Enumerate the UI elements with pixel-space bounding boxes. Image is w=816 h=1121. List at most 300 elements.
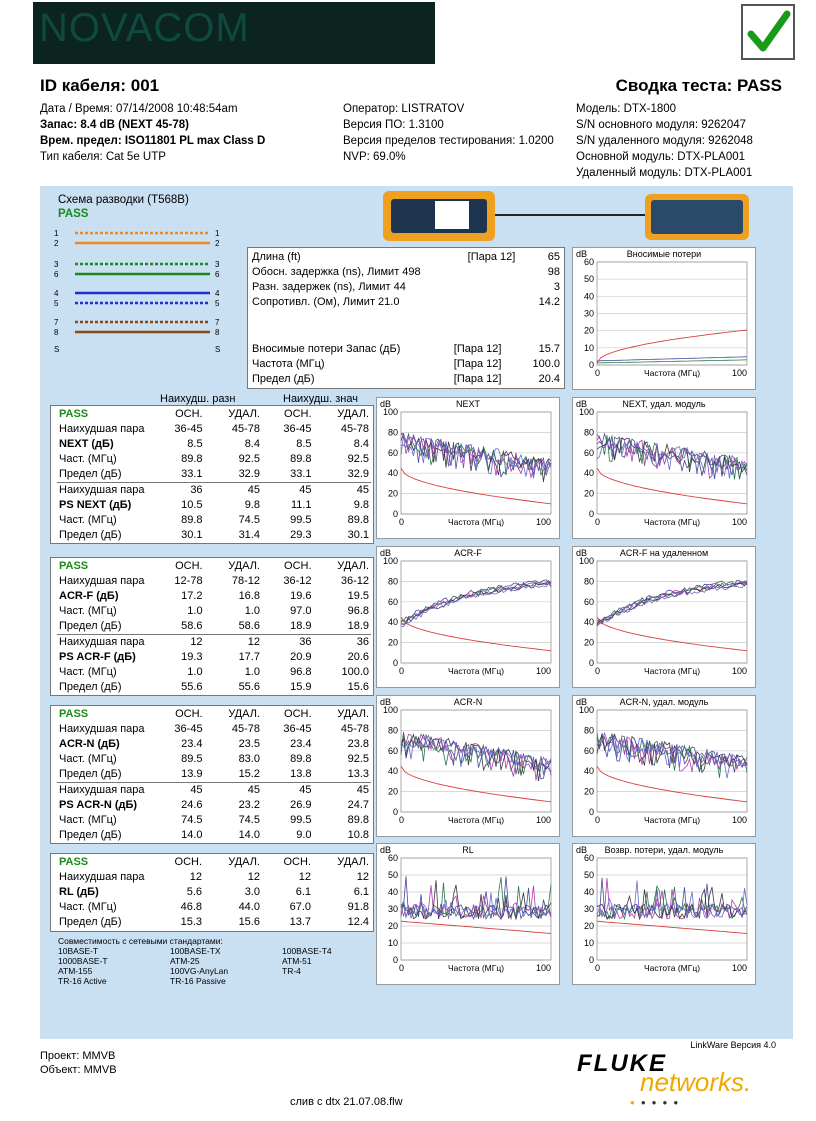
table-cell: 15.6 xyxy=(347,681,369,693)
y-tick: 50 xyxy=(387,870,398,880)
y-tick: 0 xyxy=(588,509,594,519)
x-tick: 100 xyxy=(535,666,551,676)
graph-svg xyxy=(573,398,757,540)
table-cell: 96.8 xyxy=(290,666,312,678)
header-col3 xyxy=(576,101,753,181)
software-version: Версия ПО: 1.3100 xyxy=(343,119,444,131)
il-margin-row: Вносимые потери Запас (дБ) [Пара 12] 15.7 xyxy=(252,343,560,355)
table-cell: 23.4 xyxy=(181,738,203,750)
project-name: Проект: MMVB xyxy=(40,1050,116,1062)
pin-8-left: 8 xyxy=(54,328,59,337)
pin-5-right: 5 xyxy=(215,299,220,308)
graph-svg xyxy=(573,248,757,391)
table-cell: 24.6 xyxy=(181,799,203,811)
table-cell: 55.6 xyxy=(238,681,260,693)
x-tick: 0 xyxy=(595,368,601,378)
table-cell: 12 xyxy=(247,636,260,648)
table-cell: Наихудшая пара xyxy=(59,575,145,587)
graph-title: Возвр. потери, удал. модуль xyxy=(604,845,724,855)
pin-4-right: 4 xyxy=(215,289,220,298)
x-axis-label: Частота (МГц) xyxy=(447,815,505,825)
table-cell: 20.9 xyxy=(290,651,312,663)
table-head-row xyxy=(57,559,371,574)
table-cell: 74.5 xyxy=(238,514,260,526)
table-cell: 45-78 xyxy=(231,723,260,735)
x-axis-label: Частота (МГц) xyxy=(643,815,701,825)
y-tick: 40 xyxy=(583,468,594,479)
table-cell: 67.0 xyxy=(289,901,311,913)
x-axis-label: Частота (МГц) xyxy=(643,963,701,973)
graph-unit: dB xyxy=(380,697,392,707)
nvp: NVP: 69.0% xyxy=(343,151,406,163)
table-cell: 13.7 xyxy=(289,916,311,928)
x-axis-label: Частота (МГц) xyxy=(643,368,701,378)
x-axis-label: Частота (МГц) xyxy=(447,666,505,676)
table-cell: 1.0 xyxy=(187,605,203,617)
y-tick: 100 xyxy=(578,407,594,417)
graph-unit: dB xyxy=(380,399,392,409)
y-tick: 100 xyxy=(578,705,594,715)
table-cell: 97.0 xyxy=(290,605,312,617)
graph-svg xyxy=(377,547,561,689)
x-axis-label: Частота (МГц) xyxy=(643,517,701,527)
standard-item: 100VG-AnyLan xyxy=(170,966,229,976)
table-row xyxy=(57,813,371,828)
measurement-trace xyxy=(401,434,551,482)
y-tick: 60 xyxy=(387,745,398,756)
y-tick: 0 xyxy=(392,509,398,519)
measurement-trace xyxy=(597,582,747,625)
y-tick: 0 xyxy=(588,807,594,817)
measurement-trace xyxy=(401,876,551,919)
x-tick: 0 xyxy=(399,517,405,527)
y-tick: 30 xyxy=(583,308,594,319)
date-time: Дата / Время: 07/14/2008 10:48:54am xyxy=(40,103,238,115)
table-cell: 58.6 xyxy=(238,620,260,632)
table-cell: 100.0 xyxy=(341,666,369,678)
y-tick: 40 xyxy=(387,766,398,777)
table-cell: 45 xyxy=(299,784,312,796)
limit-line xyxy=(401,921,551,933)
table-head-row xyxy=(57,707,371,722)
fluke-logo: FLUKE xyxy=(577,1050,667,1077)
table-cell: 23.2 xyxy=(238,799,260,811)
table-cell: ACR-N (дБ) xyxy=(59,738,120,750)
graph-0 xyxy=(572,247,756,390)
standard-item: ATM-155 xyxy=(58,966,93,976)
pin-7-right: 7 xyxy=(215,318,220,327)
graph-svg xyxy=(377,696,561,838)
table-cell: 23.4 xyxy=(290,738,312,750)
table-cell: Предел (дБ) xyxy=(59,468,122,480)
table-cell: RL (дБ) xyxy=(59,886,99,898)
y-tick: 30 xyxy=(583,904,594,914)
table-cell: Наихудшая пара xyxy=(59,784,145,796)
x-tick: 0 xyxy=(595,517,601,527)
graph-title: RL xyxy=(462,845,474,855)
table-row xyxy=(57,437,371,452)
y-tick: 40 xyxy=(583,766,594,777)
table-col-head: УДАЛ. xyxy=(337,856,369,868)
graph-title: ACR-N, удал. модуль xyxy=(619,697,709,707)
x-tick: 100 xyxy=(731,815,747,825)
pin-4-left: 4 xyxy=(54,289,59,298)
x-tick: 0 xyxy=(595,963,601,973)
x-axis-label: Частота (МГц) xyxy=(447,517,505,527)
wiremap-status: PASS xyxy=(58,208,89,220)
y-tick: 0 xyxy=(392,658,398,668)
table-cell: 18.9 xyxy=(347,620,369,632)
table-cell: 74.5 xyxy=(238,814,260,826)
company-logo xyxy=(33,2,435,64)
x-tick: 100 xyxy=(535,815,551,825)
table-cell: 12 xyxy=(356,871,369,883)
table-cell: Наихудшая пара xyxy=(59,871,145,883)
y-tick: 60 xyxy=(583,447,594,458)
table-cell: 13.9 xyxy=(181,768,203,780)
table-cell: 36-45 xyxy=(174,423,203,435)
y-tick: 20 xyxy=(387,637,398,648)
graph-title: NEXT xyxy=(455,399,480,409)
table-cell: Част. (МГц) xyxy=(59,753,117,765)
table-col-head: УДАЛ. xyxy=(228,560,260,572)
cable-id: ID кабеля: 001 xyxy=(40,76,160,95)
table-cell: Част. (МГц) xyxy=(59,453,117,465)
table-cell: 99.5 xyxy=(290,814,312,826)
table-cell: Предел (дБ) xyxy=(59,829,122,841)
table-cell: 58.6 xyxy=(181,620,203,632)
remote-sn: S/N удаленного модуля: 9262048 xyxy=(576,135,753,147)
result-table-0 xyxy=(50,405,374,544)
table-cell: 10.8 xyxy=(347,829,369,841)
graph-title: ACR-N xyxy=(453,697,483,707)
table-cell: 99.5 xyxy=(290,514,312,526)
cable-type: Тип кабеля: Cat 5e UTP xyxy=(40,151,166,163)
table-cell: 33.1 xyxy=(181,468,203,480)
table-cell: 32.9 xyxy=(347,468,369,480)
graph-8 xyxy=(572,843,756,985)
table-cell: 45 xyxy=(247,484,260,496)
table-row xyxy=(57,483,371,499)
measurement-trace xyxy=(597,878,747,919)
length-row: Длина (ft) [Пара 12] 65 xyxy=(252,251,560,263)
table-col-head: УДАЛ. xyxy=(228,708,260,720)
table-status: PASS xyxy=(59,708,89,720)
table-cell: 45-78 xyxy=(340,723,369,735)
table-cell: 36 xyxy=(190,484,203,496)
y-tick: 0 xyxy=(588,360,594,370)
y-tick: 100 xyxy=(382,407,398,417)
y-tick: 20 xyxy=(583,488,594,499)
x-tick: 0 xyxy=(399,963,405,973)
graph-4 xyxy=(572,546,756,688)
table-cell: PS NEXT (дБ) xyxy=(59,499,132,511)
y-tick: 100 xyxy=(578,556,594,566)
table-head-row xyxy=(57,407,371,422)
pin-8-right: 8 xyxy=(215,328,220,337)
standards-title: Совместимость с сетевыми стандартами: xyxy=(58,936,223,946)
table-cell: Предел (дБ) xyxy=(59,681,122,693)
table-col-head: ОСН. xyxy=(175,560,203,572)
y-tick: 20 xyxy=(583,325,594,336)
graph-svg xyxy=(573,696,757,838)
pin-6-right: 6 xyxy=(215,270,220,279)
table-status: PASS xyxy=(59,408,89,420)
table-cell: 8.4 xyxy=(244,438,260,450)
table-cell: 5.6 xyxy=(186,886,203,898)
graph-svg xyxy=(377,398,561,540)
table-col-head: ОСН. xyxy=(175,708,203,720)
table-cell: 12 xyxy=(298,871,311,883)
table-row xyxy=(57,665,371,680)
table-row xyxy=(57,604,371,619)
y-tick: 60 xyxy=(583,853,594,863)
table-col-head: УДАЛ. xyxy=(337,708,369,720)
table-cell: 89.8 xyxy=(181,514,203,526)
x-tick: 100 xyxy=(731,963,747,973)
table-cell: 18.9 xyxy=(290,620,312,632)
table-row xyxy=(57,680,371,695)
standards-block xyxy=(58,936,332,986)
measurement-trace xyxy=(597,582,747,624)
table-cell: 13.8 xyxy=(290,768,312,780)
pin-2-right: 2 xyxy=(215,239,220,248)
table-cell: Част. (МГц) xyxy=(59,666,117,678)
resistance-row: Сопротивл. (Ом), Лимит 21.0 14.2 xyxy=(252,296,560,308)
wiremap-diagram xyxy=(50,226,230,354)
table-cell: 36-12 xyxy=(283,575,312,587)
table-row xyxy=(57,783,371,799)
y-tick: 0 xyxy=(588,955,594,965)
measurement-trace xyxy=(597,582,747,625)
graph-unit: dB xyxy=(576,249,588,259)
table-cell: 19.6 xyxy=(290,590,312,602)
table-cell: Предел (дБ) xyxy=(59,768,122,780)
standard-item: ATM-51 xyxy=(282,956,312,966)
main-unit-image xyxy=(383,191,495,241)
result-table-2 xyxy=(50,705,374,844)
table-cell: 20.6 xyxy=(347,651,369,663)
y-tick: 0 xyxy=(392,807,398,817)
table-cell: 14.0 xyxy=(181,829,203,841)
plot-frame xyxy=(597,412,747,514)
table-cell: Наихудшая пара xyxy=(59,423,145,435)
table-cell: 9.8 xyxy=(244,499,260,511)
graph-2 xyxy=(572,397,756,539)
table-cell: 45-78 xyxy=(231,423,260,435)
table-row xyxy=(57,467,371,483)
remote-module: Удаленный модуль: DTX-PLA001 xyxy=(576,167,753,179)
graph-unit: dB xyxy=(576,548,588,558)
table-col-head: ОСН. xyxy=(283,856,311,868)
table-cell: 9.8 xyxy=(353,499,369,511)
y-tick: 40 xyxy=(387,468,398,479)
measurement-trace xyxy=(597,881,747,919)
table-cell: 15.3 xyxy=(180,916,203,928)
table-col-head: УДАЛ. xyxy=(337,408,369,420)
y-tick: 80 xyxy=(387,725,398,736)
table-cell: 89.8 xyxy=(290,453,312,465)
length-table xyxy=(250,250,562,310)
table-row xyxy=(57,885,371,900)
operator: Оператор: LISTRATOV xyxy=(343,103,465,115)
measurement-trace xyxy=(597,584,747,627)
table-row xyxy=(57,619,371,635)
pin-2-left: 2 xyxy=(54,239,59,248)
standard-item: 100BASE-T4 xyxy=(282,946,332,956)
worst-value-head: Наихудш. знач xyxy=(283,393,358,405)
y-tick: 0 xyxy=(588,658,594,668)
table-cell: 19.3 xyxy=(181,651,203,663)
x-axis-label: Частота (МГц) xyxy=(447,963,505,973)
y-tick: 40 xyxy=(583,291,594,302)
table-cell: 89.8 xyxy=(347,814,369,826)
x-tick: 100 xyxy=(731,368,747,378)
graph-unit: dB xyxy=(576,845,588,855)
table-cell: 74.5 xyxy=(181,814,203,826)
graph-1 xyxy=(376,397,560,539)
table-cell: PS ACR-N (дБ) xyxy=(59,799,138,811)
table-cell: 89.5 xyxy=(181,753,203,765)
standard-item: 100BASE-TX xyxy=(170,946,221,956)
table-cell: 89.8 xyxy=(290,753,312,765)
table-cell: 10.5 xyxy=(181,499,203,511)
table-row xyxy=(57,798,371,813)
table-col-head: ОСН. xyxy=(284,708,312,720)
test-summary: Сводка теста: PASS xyxy=(615,76,782,95)
table-cell: 15.2 xyxy=(238,768,260,780)
table-cell: 1.0 xyxy=(244,605,260,617)
table-cell: 17.7 xyxy=(238,651,260,663)
y-tick: 100 xyxy=(382,705,398,715)
wiremap-title: Схема разводки (T568B) xyxy=(58,194,189,206)
table-row xyxy=(57,498,371,513)
measurement-trace xyxy=(401,583,551,624)
table-cell: Наихудшая пара xyxy=(59,484,145,496)
graph-title: ACR-F на удаленном xyxy=(619,548,709,558)
y-tick: 50 xyxy=(583,870,594,880)
y-tick: 80 xyxy=(583,576,594,587)
il-freq-row: Частота (МГц) [Пара 12] 100.0 xyxy=(252,358,560,370)
table-cell: 92.5 xyxy=(347,753,369,765)
table-cell: 45 xyxy=(190,784,203,796)
table-cell: Предел (дБ) xyxy=(59,620,122,632)
prop-delay-row: Обосн. задержка (ns), Лимит 498 98 xyxy=(252,266,560,278)
table-row xyxy=(57,452,371,467)
table-row xyxy=(57,767,371,783)
graph-unit: dB xyxy=(576,399,588,409)
table-cell: 29.3 xyxy=(290,529,312,541)
table-cell: 45 xyxy=(247,784,260,796)
table-cell: 91.8 xyxy=(347,901,369,913)
table-status: PASS xyxy=(59,560,89,572)
pin-3-right: 3 xyxy=(215,260,220,269)
table-col-head: ОСН. xyxy=(174,856,203,868)
table-cell: 30.1 xyxy=(181,529,203,541)
table-cell: 83.0 xyxy=(238,753,260,765)
table-cell: 36-45 xyxy=(283,423,312,435)
table-cell: 45-78 xyxy=(340,423,369,435)
margin: Запас: 8.4 dB (NEXT 45-78) xyxy=(40,119,190,131)
table-row xyxy=(57,422,371,437)
table-row xyxy=(57,589,371,604)
table-cell: 23.8 xyxy=(347,738,369,750)
table-cell: Част. (МГц) xyxy=(59,514,117,526)
test-limit: Врем. предел: ISO11801 PL max Class D xyxy=(40,135,266,147)
measurement-trace xyxy=(597,878,747,919)
table-row xyxy=(57,722,371,737)
pin-7-left: 7 xyxy=(54,318,59,327)
table-cell: 8.5 xyxy=(187,438,203,450)
table-cell: 3.0 xyxy=(244,886,260,898)
graph-5 xyxy=(376,695,560,837)
table-cell: 45 xyxy=(299,484,312,496)
pin-5-left: 5 xyxy=(54,299,59,308)
table-cell: Част. (МГц) xyxy=(59,901,117,913)
y-tick: 0 xyxy=(392,955,398,965)
y-tick: 60 xyxy=(387,447,398,458)
table-col-head: УДАЛ. xyxy=(337,560,369,572)
table-cell: 1.0 xyxy=(244,666,260,678)
object-name: Объект: MMVB xyxy=(40,1064,117,1076)
pin-1-right: 1 xyxy=(215,229,220,238)
measurement-trace xyxy=(401,584,551,627)
y-tick: 80 xyxy=(583,725,594,736)
table-cell: 24.7 xyxy=(347,799,369,811)
table-cell: NEXT (дБ) xyxy=(59,438,114,450)
standard-item: ATM-25 xyxy=(170,956,200,966)
table-row xyxy=(57,650,371,665)
y-tick: 10 xyxy=(583,342,594,353)
delay-skew-row: Разн. задержек (ns), Лимит 44 3 xyxy=(252,281,560,293)
pin-1-left: 1 xyxy=(54,229,59,238)
graph-svg xyxy=(573,547,757,689)
length-box xyxy=(247,247,565,389)
y-tick: 20 xyxy=(583,921,594,931)
table-cell: 9.0 xyxy=(296,829,312,841)
table-row xyxy=(57,870,371,885)
x-tick: 0 xyxy=(399,815,405,825)
pass-check-icon xyxy=(741,4,795,60)
table-row xyxy=(57,828,371,843)
remote-unit-image xyxy=(645,194,749,240)
limit-line xyxy=(597,330,747,363)
table-row xyxy=(57,752,371,767)
y-tick: 40 xyxy=(387,617,398,628)
y-tick: 10 xyxy=(387,938,398,948)
table-cell: 92.5 xyxy=(238,453,260,465)
table-row xyxy=(57,737,371,752)
table-cell: Част. (МГц) xyxy=(59,605,117,617)
standards-grid xyxy=(58,946,332,986)
standard-item: 10BASE-T xyxy=(58,946,99,956)
table-cell: 36 xyxy=(356,636,369,648)
table-cell: 14.0 xyxy=(238,829,260,841)
table-row xyxy=(57,513,371,528)
table-cell: 36-45 xyxy=(174,723,203,735)
x-axis-label: Частота (МГц) xyxy=(643,666,701,676)
table-cell: 15.9 xyxy=(290,681,312,693)
il-limit-row: Предел (дБ) [Пара 12] 20.4 xyxy=(252,373,560,385)
y-tick: 100 xyxy=(382,556,398,566)
table-cell: Част. (МГц) xyxy=(59,814,117,826)
y-tick: 40 xyxy=(583,887,594,897)
table-cell: 6.1 xyxy=(295,886,311,898)
pin-6-left: 6 xyxy=(54,270,59,279)
table-cell: 11.1 xyxy=(290,499,312,511)
header-col1 xyxy=(40,101,265,165)
table-cell: 8.4 xyxy=(353,438,369,450)
